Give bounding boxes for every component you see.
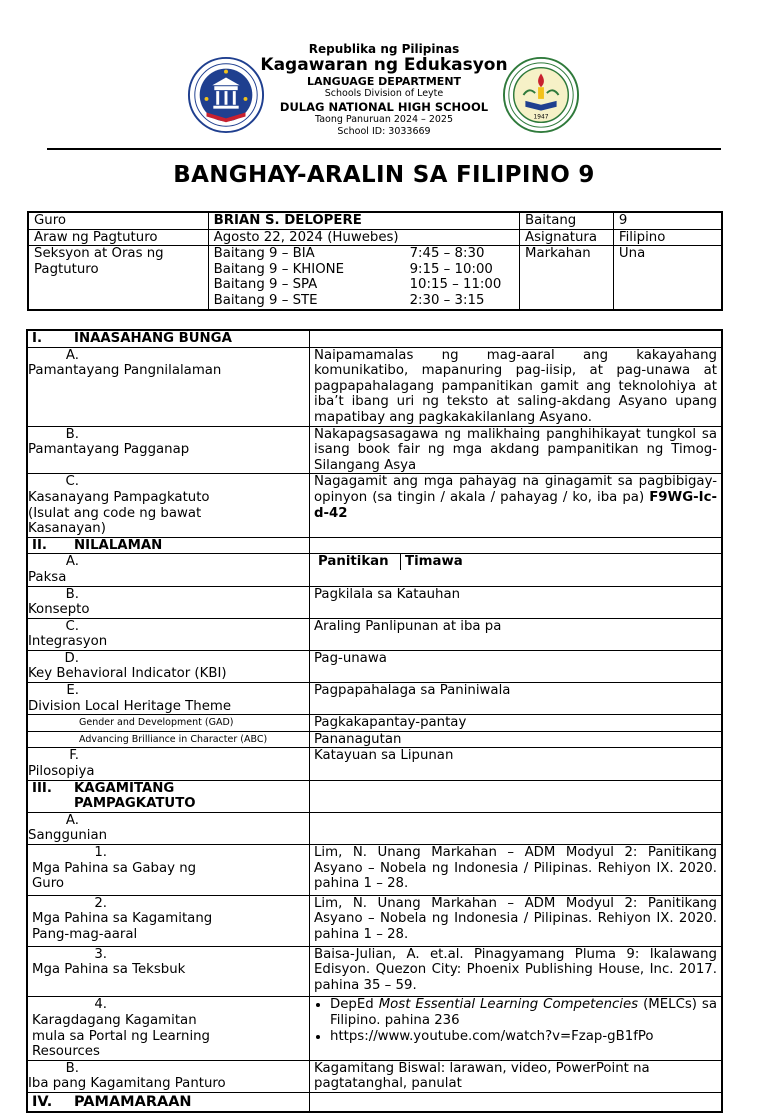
baitang-value: 9: [613, 212, 722, 229]
lesson-plan-table: [26, 329, 723, 1113]
araw-value: Agosto 22, 2024 (Huwebes): [208, 229, 519, 246]
guro-label: Guro: [28, 212, 208, 229]
schedule-row: Baitang 9 – STE 2:30 – 3:15: [213, 292, 485, 308]
araw-label: Araw ng Pagtuturo: [28, 229, 208, 246]
asignatura-label: Asignatura: [520, 229, 614, 246]
pamantayang-pangnilalaman-value: Naipamamalas ng mag-aaral ang kakayahang komunikatibo, mapanuring pag-iisip, at pag-unawa at pagpapahalagang pampanitikan gamit ang teknolohiya at iba’t ibang uri ng teksto at saling-akdang Asyano upang mapatibay ang pagkakakilanlang Asyano.: [310, 347, 722, 426]
table-row: F.Pilosopiya Katayuan sa Lipunan: [27, 748, 722, 780]
table-row: C.Integrasyon Araling Panlipunan at iba pa: [27, 618, 722, 650]
table-row: [27, 715, 722, 732]
table-row: 2.Mga Pahina sa Kagamitang Pang-mag-aaral Lim, N. Unang Markahan – ADM Modyul 2: Panitikang Asyano – Nobela ng Indonesia / Pilipinas. Rehiyon IX. 2020. pahina 1 – 28.: [27, 895, 722, 946]
resource-list: [314, 997, 717, 1044]
paksa-inner-table: Panitikan Timawa: [314, 554, 467, 570]
asignatura-value: Filipino: [613, 229, 722, 246]
paksa-value: [310, 554, 722, 586]
table-row: A.Sanggunian: [27, 812, 722, 844]
section-heading: III. KAGAMITANG PAMPAGKATUTO: [27, 780, 310, 812]
youtube-link[interactable]: • https://www.youtube.com/watch?v=Fzap-gB1fPo: [330, 1029, 717, 1045]
language-department-line: LANGUAGE DEPARTMENT: [306, 75, 462, 88]
markahan-label: Markahan: [520, 246, 614, 310]
letterhead: [0, 42, 768, 138]
table-row: D.Key Behavioral Indicator (KBI) Pag-unawa: [27, 650, 722, 682]
info-table: [27, 211, 723, 311]
section-row: [27, 780, 722, 812]
list-item: • DepEd Most Essential Learning Competencies (MELCs) sa Filipino. pahina 236: [330, 997, 717, 1028]
guro-value: BRIAN S. DELOPERE: [208, 212, 519, 229]
seal-year: 1947: [533, 114, 549, 121]
table-row: 3.Mga Pahina sa Teksbuk Baisa-Julian, A. et.al. Pinagyamang Pluma 9: Ikalawang Edisyon. Quezon City: Phoenix Publishing House, Inc. 2017. pahina 35 – 59.: [27, 946, 722, 997]
school-name-line: DULAG NATIONAL HIGH SCHOOL: [279, 100, 489, 114]
baitang-label: Baitang: [520, 212, 614, 229]
kasanayan-value: Nagagamit ang mga pahayag na ginagamit sa pagbibigay-opinyon (sa tingin / akala / pahayag / ko, iba pa) F9WG-Ic-d-42: [310, 474, 722, 537]
section-heading: II. NILALAMAN: [27, 537, 310, 554]
republic-line: Republika ng Pilipinas: [308, 42, 460, 56]
table-row: 1.Mga Pahina sa Gabay ng Guro Lim, N. Unang Markahan – ADM Modyul 2: Panitikang Asyano – Nobela ng Indonesia / Pilipinas. Rehiyon IX. 2020. pahina 1 – 28.: [27, 845, 722, 896]
division-line: Schools Division of Leyte: [324, 88, 444, 99]
abc-label: Advancing Brilliance in Character (ABC): [27, 731, 310, 748]
section-heading: I. INAASAHANG BUNGA: [27, 330, 310, 347]
table-row: A.Paksa Panitikan Timawa: [27, 554, 722, 586]
schedule-cell: [208, 246, 519, 310]
table-row: E.Division Local Heritage Theme Pagpapahalaga sa Paniniwala: [27, 683, 722, 715]
school-id-line: School ID: 3033669: [337, 126, 431, 137]
table-row: B.Iba pang Kagamitang Panturo Kagamitang Biswal: larawan, video, PowerPoint na pagtatanghal, panulat: [27, 1060, 722, 1092]
document-title: BANGHAY-ARALIN SA FILIPINO 9: [173, 162, 595, 188]
competency-code: F9WG-Ic-d-42: [314, 489, 717, 521]
department-line: Kagawaran ng Edukasyon: [260, 55, 508, 75]
header-divider: [47, 148, 721, 150]
gad-label: Gender and Development (GAD): [27, 715, 310, 732]
seksyon-label: Seksyon at Oras ng Pagtuturo: [28, 246, 208, 310]
table-row: 4.Karagdagang Kagamitan mula sa Portal ng Learning Resources • DepEd Most Essential Learning Competencies (MELCs) sa Filipino. pahina 236 • https://www.youtube.com/watch?v=Fzap-gB1fPo: [27, 997, 722, 1060]
pamantayang-pagganap-value: Nakapagsasagawa ng malikhaing panghihikayat tungkol sa isang book fair ng mga akdang pampanitikan ng Timog-Silangang Asya: [310, 426, 722, 474]
section-row: [27, 330, 722, 347]
table-row: B.Konsepto Pagkilala sa Katauhan: [27, 586, 722, 618]
section-row: [27, 1092, 722, 1112]
table-row: C.Kasanayang Pampagkatuto (Isulat ang code ng bawat Kasanayan) Nagagamit ang mga pahayag na ginagamit sa pagbibigay-opinyon (sa tingin / akala / pahayag / ko, iba pa) F9WG-Ic-d-42: [27, 474, 722, 537]
table-row: B.Pamantayang Pagganap Nakapagsasagawa ng malikhaing panghihikayat tungkol sa isang book fair ng mga akdang pampanitikan ng Timog-Silangang Asya: [27, 426, 722, 474]
table-row: [27, 731, 722, 748]
schedule-row: Baitang 9 – BIA 7:45 – 8:30: [213, 246, 485, 262]
schedule-row: Baitang 9 – KHIONE 9:15 – 10:00: [213, 261, 493, 277]
school-year-line: Taong Panuruan 2024 – 2025: [314, 114, 454, 125]
schedule-row: Baitang 9 – SPA 10:15 – 11:00: [213, 277, 502, 293]
gad-value: Pagkakapantay-pantay: [310, 715, 722, 732]
markahan-value: Una: [613, 246, 722, 310]
section-row: [27, 537, 722, 554]
table-row: A.Pamantayang Pangnilalaman Naipamamalas ng mag-aaral ang kakayahang komunikatibo, mapanuring pag-iisip, at pag-unawa at pagpapahalagang pampanitikan gamit ang teknolohiya at iba’t ibang uri ng teksto at saling-akdang Asyano upang mapatibay ang pagkakakilanlang Asyano.: [27, 347, 722, 426]
abc-value: Pananagutan: [310, 731, 722, 748]
section-heading: IV. PAMAMARAAN: [27, 1092, 310, 1112]
